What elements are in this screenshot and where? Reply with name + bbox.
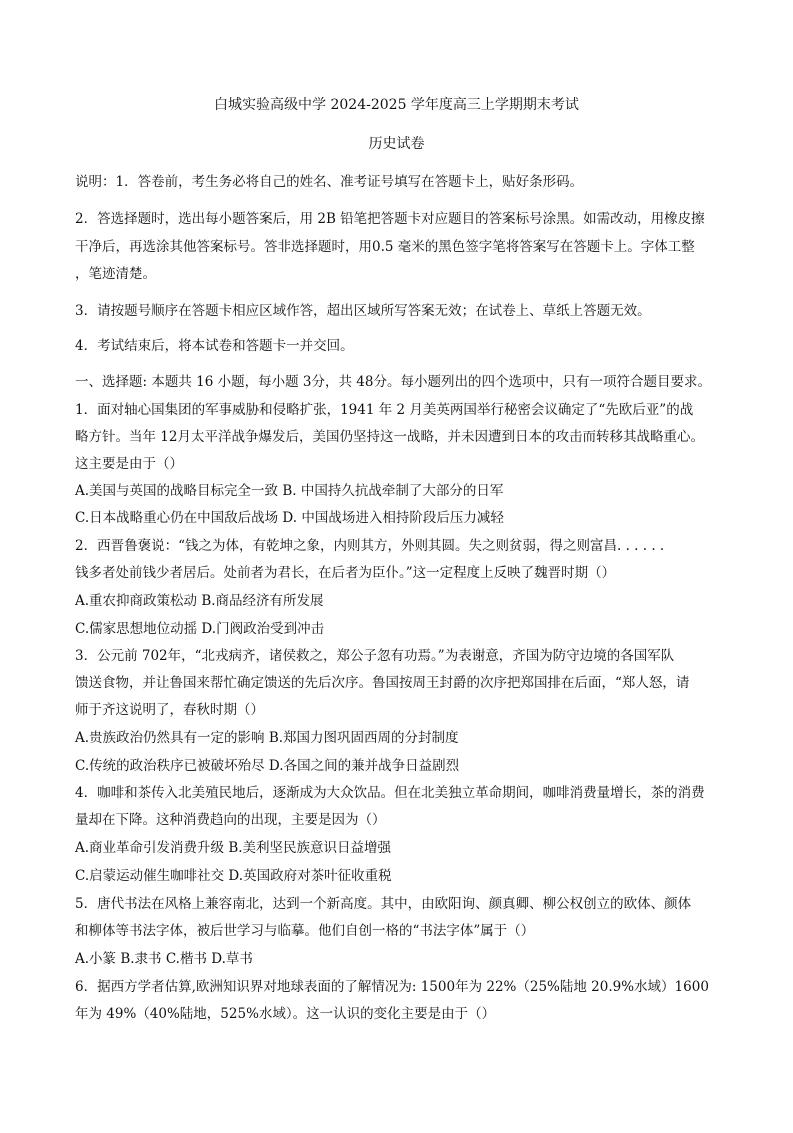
- question-6-stem-line-1: 6．据西方学者估算,欧洲知识界对地球表面的了解情况为: 1500年为 22%（25%陆地 20.9%水域）1600: [75, 979, 709, 995]
- question-4-stem-line-1: 4．咖啡和茶传入北美殖民地后，逐渐成为大众饮品。但在北美独立革命期间，咖啡消费量增长，茶的消费: [75, 785, 705, 801]
- instruction-2-line-3: ，笔迹清楚。: [75, 266, 156, 282]
- question-5-stem-line-1: 5．唐代书法在风格上兼容南北，达到一个新高度。其中，由欧阳询、颜真卿、柳公权创立的欧体、颜体: [75, 896, 692, 912]
- instruction-4: 4．考试结束后，将本试卷和答题卡一并交回。: [75, 338, 354, 354]
- question-1-options-cd: C.日本战略重心仍在中国敌后战场 D. 中国战场进入相持阶段后压力减轻: [75, 510, 504, 526]
- question-4-options-ab: A.商业革命引发消费升级 B.美利坚民族意识日益增强: [75, 840, 392, 856]
- question-1-options-ab: A.美国与英国的战略目标完全一致 B. 中国持久抗战牵制了大部分的日军: [75, 483, 504, 499]
- question-2-stem-line-2: 钱多者处前钱少者居后。处前者为君长，在后者为臣仆。”这一定程度上反映了魏晋时期（）: [75, 565, 616, 581]
- question-4-stem-line-2: 量却在下降。这种消费趋向的出现，主要是因为（）: [75, 812, 386, 828]
- question-5-options: A.小篆 B.隶书 C.楷书 D.草书: [75, 951, 253, 967]
- question-2-options-ab: A.重农抑商政策松动 B.商品经济有所发展: [75, 593, 324, 609]
- question-3-stem-line-2: 馈送食物，并让鲁国来帮忙确定馈送的先后次序。鲁国按周王封爵的次序把郑国排在后面，“郑人怒，请: [75, 675, 690, 691]
- section-1-heading: 一、选择题: 本题共 16 小题，每小题 3分，共 48分。每小题列出的四个选项中，只有一项符合题目要求。: [75, 374, 711, 390]
- instruction-1: 说明：1．答卷前，考生务必将自己的姓名、准考证号填写在答题卡上，贴好条形码。: [75, 174, 584, 190]
- question-5-stem-line-2: 和柳体等书法字体，被后世学习与临摹。他们自创一格的“书法字体”属于（）: [75, 923, 535, 939]
- question-1-stem-line-1: 1．面对轴心国集团的军事威胁和侵略扩张，1941 年 2 月美英两国举行秘密会议确定了“先欧后亚”的战: [75, 402, 694, 418]
- instruction-2-line-2: 干净后，再选涂其他答案标号。答非选择题时，用0.5 毫米的黑色签字笔将答案写在答题卡上。字体工整: [75, 239, 695, 255]
- question-3-stem-line-1: 3．公元前 702年，“北戎病齐，诸侯救之，郑公子忽有功焉。”为表谢意，齐国为防守边境的各国军队: [75, 648, 675, 664]
- instruction-3: 3．请按题号顺序在答题卡相应区域作答，超出区域所写答案无效；在试卷上、草纸上答题无效。: [75, 303, 651, 319]
- instruction-2-line-1: 2．答选择题时，选出每小题答案后，用 2B 铅笔把答题卡对应题目的答案标号涂黑。如需改动，用橡皮擦: [75, 211, 705, 227]
- question-3-stem-line-3: 师于齐这说明了，春秋时期（）: [75, 702, 264, 718]
- exam-subject: 历史试卷: [368, 136, 425, 152]
- question-2-options-cd: C.儒家思想地位动摇 D.门阀政治受到冲击: [75, 621, 325, 637]
- question-6-stem-line-2: 年为 49%（40%陆地，525%水域）。这一认识的变化主要是由于（）: [75, 1006, 496, 1022]
- question-2-stem-line-1: 2．西晋鲁褒说：“钱之为体，有乾坤之象，内则其方，外则其圆。失之则贫弱，得之则富昌. . . . . .: [75, 538, 665, 554]
- question-1-stem-line-2: 略方针。当年 12月太平洋战争爆发后，美国仍坚持这一战略，并未因遭到日本的攻击而转移其战略重心。: [75, 429, 704, 445]
- question-4-options-cd: C.启蒙运动催生咖啡社交 D.英国政府对茶叶征收重税: [75, 868, 392, 884]
- question-3-options-cd: C.传统的政治秩序已被破坏殆尽 D.各国之间的兼并战争日益剧烈: [75, 758, 460, 774]
- exam-title: 白城实验高级中学 2024-2025 学年度高三上学期期末考试: [214, 97, 579, 113]
- question-3-options-ab: A.贵族政治仍然具有一定的影响 B.郑国力图巩固西周的分封制度: [75, 730, 459, 746]
- question-1-stem-line-3: 这主要是由于（）: [75, 456, 183, 472]
